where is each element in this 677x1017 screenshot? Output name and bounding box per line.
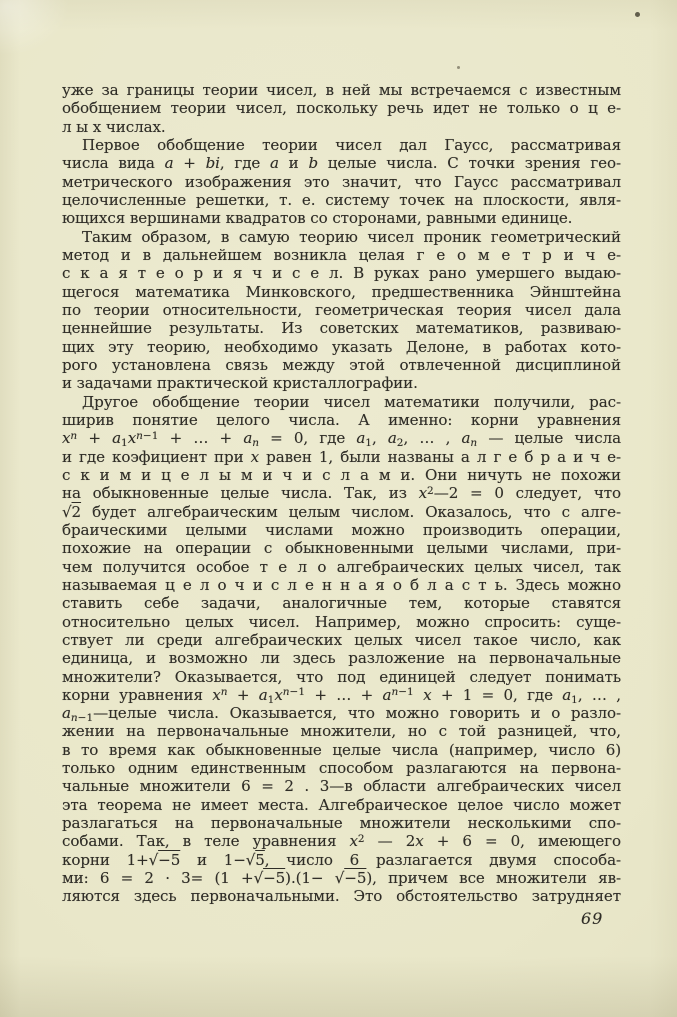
- text-line: и где коэфициент при x равен 1, были названы а л г е б р а и ч е-: [62, 447, 621, 466]
- text-line: ставить себе задачи, аналогичные тем, которые ставятся: [62, 594, 621, 613]
- text-line: по теории относительности, геометрическая теория чисел дала: [62, 300, 621, 319]
- text-line: корни уравнения $x^n + a_1x^{n-1}$ + … + $a^{n-1}$ x + 1 = 0, где $a_1$, … ,: [62, 685, 621, 706]
- text-line: Другое обобщение теории чисел математики получили, рас-: [82, 392, 621, 411]
- text-line: ствует ли среди алгебраических целых чисел такое число, как: [62, 630, 621, 649]
- text-line: щегося математика Минковского, предшественника Эйнштейна: [62, 282, 621, 301]
- text-line: чальные множители 6 = 2 . 3—в области алгебраических чисел: [62, 777, 621, 796]
- text-line: браическими целыми числами можно производить операции,: [62, 520, 621, 539]
- text-line: ляются здесь первоначальными. Это обстоятельство затрудняет: [62, 887, 621, 906]
- text-line: похожие на операции с обыкновенными целыми числами, при-: [62, 539, 621, 558]
- text-line: Первое обобщение теории чисел дал Гаусс, рассматривая: [82, 135, 621, 154]
- text-line: в то время как обыкновенные целые числа (например, число 6): [62, 740, 621, 759]
- paragraph: [62, 228, 621, 393]
- text-line: называемая ц е л о ч и с л е н н а я о б л а с т ь. Здесь можно: [62, 575, 621, 594]
- text-line: рого установлена связь между этой отвлеченной дисциплиной: [62, 355, 621, 374]
- text-line: и задачами практической кристаллографии.: [62, 374, 418, 393]
- text-line: относительно целых чисел. Например, можно спросить: суще-: [62, 612, 621, 631]
- text-line: ющихся вершинами квадратов со сторонами, равными единице.: [62, 209, 573, 228]
- text-line: $x^n + a_1x^{n-1}$ + … + $a_n = 0$, где $a_1$, $a_2$, … , $a_n$ — целые числа: [62, 429, 621, 450]
- text-line: л ы х числах.: [62, 117, 166, 136]
- text-line: разлагаться на первоначальные множители несколькими спо-: [62, 814, 621, 833]
- text-line: ширив понятие целого числа. А именно: корни уравнения: [62, 410, 621, 429]
- text-line: уже за границы теории чисел, в ней мы встречаемся с известным: [62, 81, 621, 99]
- text-line: корни 1+√−5 и 1−√5, число 6 разлагается двумя способа-: [62, 850, 621, 869]
- paragraph: [62, 393, 621, 906]
- text-line: собами. Так, в теле уравнения $x^2$ — 2x + 6 = 0, имеющего: [62, 832, 621, 851]
- text-line: метрического изображения это значит, что Гаусс рассматривал: [62, 172, 621, 191]
- text-line: щих эту теорию, необходимо указать Делоне, в работах кото-: [62, 337, 621, 356]
- text-line: множители? Оказывается, что под единицей следует понимать: [62, 667, 621, 686]
- text-line: обобщением теории чисел, поскольку речь идет не только о ц е-: [62, 99, 621, 118]
- text-line: только одним единственным способом разлагаются на первона-: [62, 759, 621, 778]
- text-line: числа вида a + bi, где a и b целые числа. С точки зрения гео-: [62, 154, 621, 173]
- text-line: чем получится особое т е л о алгебраических целых чисел, так: [62, 557, 621, 576]
- text-line: метод и в дальнейшем возникла целая г е о м е т р и ч е-: [62, 245, 621, 264]
- scan-speck: [593, 292, 595, 294]
- scan-speck: [457, 66, 460, 69]
- paragraph: [62, 136, 621, 228]
- scan-speck: [635, 12, 640, 17]
- text-line: эта теорема не имеет места. Алгебраическое целое число может: [62, 795, 621, 814]
- text-line: ценнейшие результаты. Из советских математиков, развиваю-: [62, 319, 621, 338]
- text-line: ми: 6 = 2 · 3= (1 +√−5).(1− √−5), причем все множители яв-: [62, 869, 621, 888]
- text-line: $a_{n-1}—целые$ числа. Оказывается, что можно говорить и о разло-: [62, 704, 621, 725]
- text-line: на обыкновенные целые числа. Так, из $x^2—2 = 0$ следует, что: [62, 484, 621, 503]
- text-line: Таким образом, в самую теорию чисел проник геометрический: [82, 227, 621, 246]
- text-line: с к а я т е о р и я ч и с е л. В руках рано умершего выдаю-: [62, 264, 621, 283]
- page-text: [62, 81, 621, 906]
- paragraph: [62, 81, 621, 136]
- text-line: единица, и возможно ли здесь разложение на первоначальные: [62, 649, 621, 668]
- text-line: √2 будет алгебраическим целым числом. Оказалось, что с алге-: [62, 502, 621, 521]
- page-number: 69: [581, 909, 604, 928]
- text-line: жении на первоначальные множители, но с той разницей, что,: [62, 722, 621, 741]
- text-line: целочисленные решетки, т. е. систему точек на плоскости, явля-: [62, 190, 621, 209]
- text-line: с к и м и ц е л ы м и ч и с л а м и. Они ничуть не похожи: [62, 465, 621, 484]
